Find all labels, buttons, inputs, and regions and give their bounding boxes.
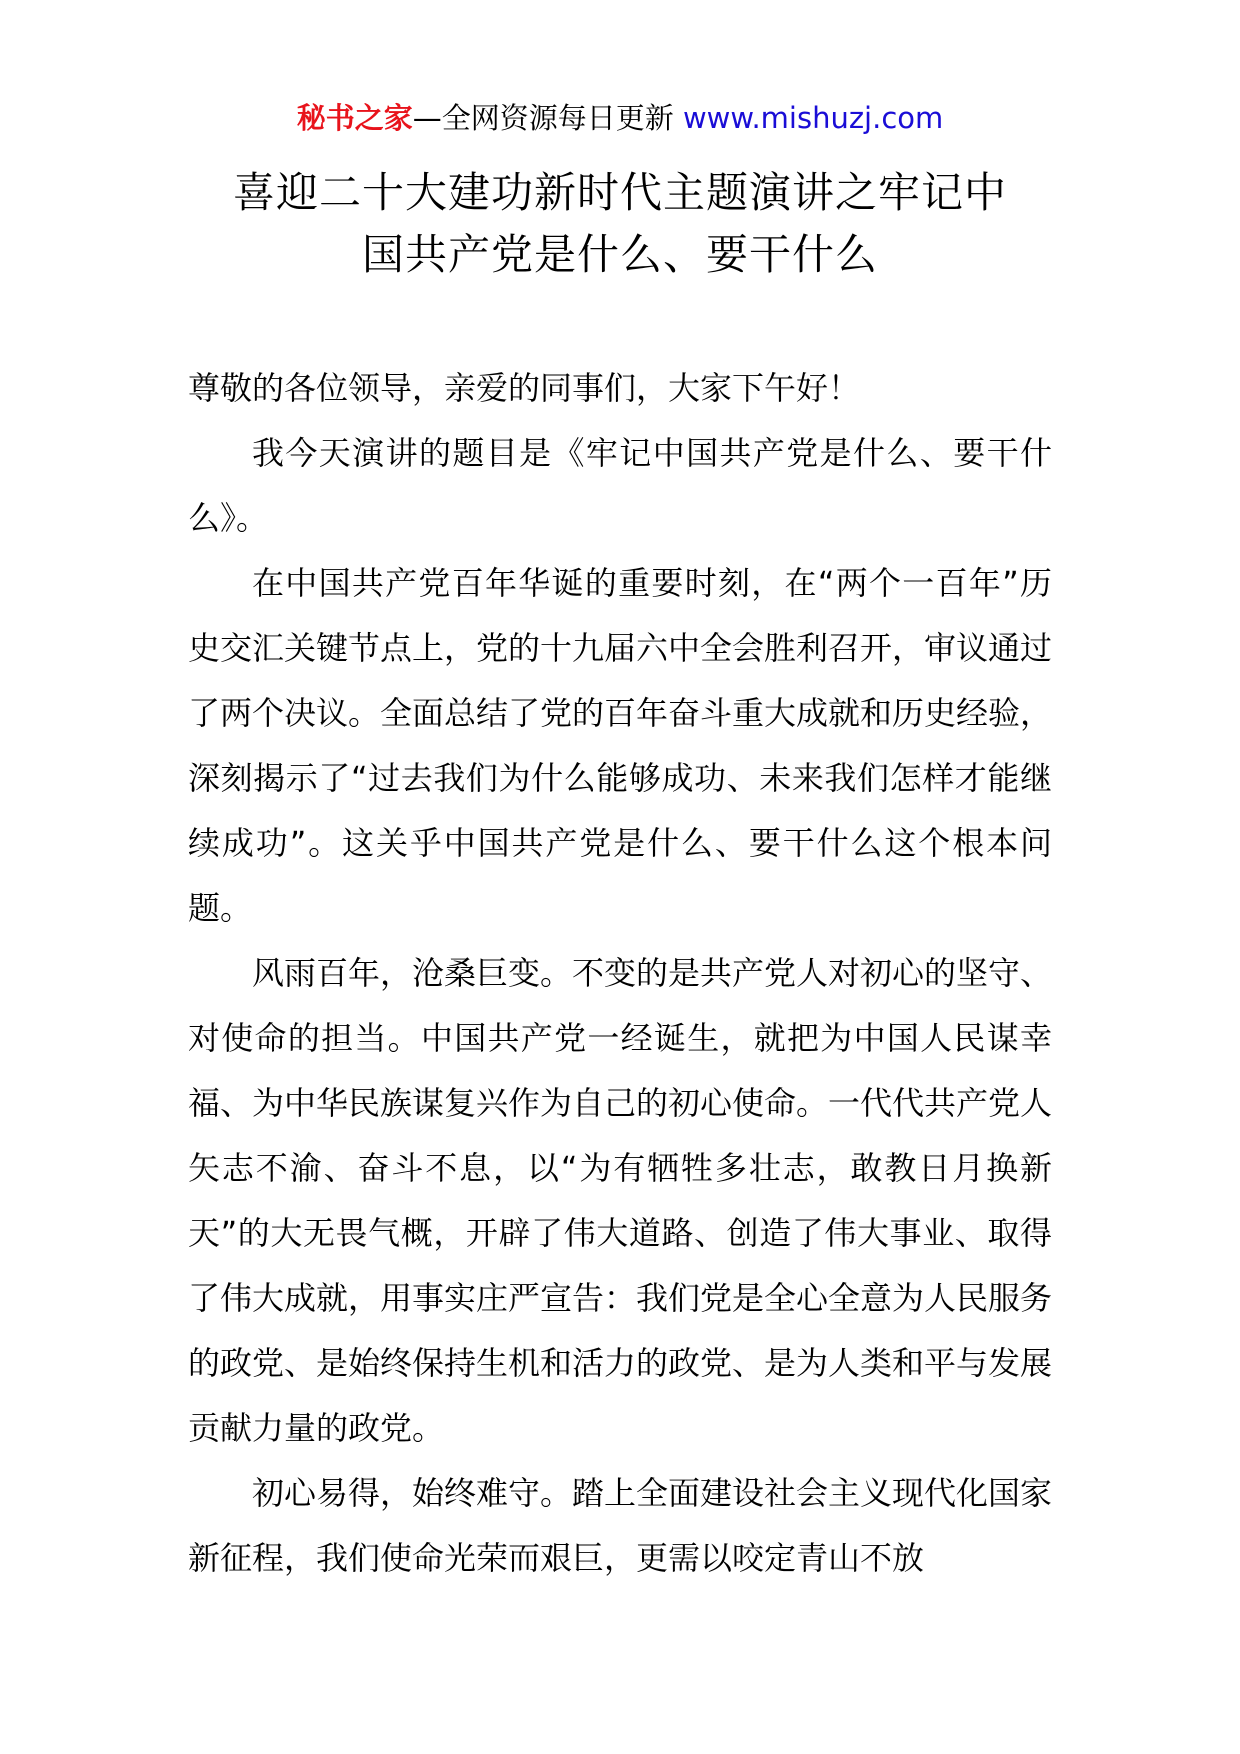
body-paragraph-1: 我今天演讲的题目是《牢记中国共产党是什么、要干什么》。 [188,434,1052,537]
body-paragraph-3: 风雨百年，沧桑巨变。不变的是共产党人对初心的坚守、对使命的担当。中国共产党一经诞生，就把为中国人民谋幸福、为中华民族谋复兴作为自己的初心使命。一代代共产党人矢志不渝、奋斗不息，以“为有牺牲多壮志，敢教日月换新天”的大无畏气概，开辟了伟大道路、创造了伟大事业、取得了伟大成就，用事实庄严宣告：我们党是全心全意为人民服务的政党、是始终保持生机和活力的政党、是为人类和平与发展贡献力量的政党。 [188,954,1053,1447]
site-url-link[interactable]: www.mishuzj.com [682,101,944,135]
body-paragraph-4: 初心易得，始终难守。踏上全面建设社会主义现代化国家新征程，我们使命光荣而艰巨，更需以咬定青山不放 [188,1474,1053,1577]
document-title-line-1: 喜迎二十大建功新时代主题演讲之牢记中 [232,168,1007,217]
site-header [0,98,1240,138]
body-paragraph-2: 在中国共产党百年华诞的重要时刻，在“两个一百年”历史交汇关键节点上，党的十九届六中全会胜利召开，审议通过了两个决议。全面总结了党的百年奋斗重大成就和历史经验，深刻揭示了“过去我们为什么能够成功、未来我们怎样才能继续成功”。这关乎中国共产党是什么、要干什么这个根本问题。 [188,564,1053,927]
document-title [188,162,1052,286]
greeting-paragraph: 尊敬的各位领导，亲爱的同事们，大家下午好！ [188,369,861,407]
site-tagline: —全网资源每日更新 [412,101,683,135]
site-brand: 秘书之家 [296,101,413,135]
document-title-line-2: 国共产党是什么、要干什么 [361,230,878,279]
document-body [188,356,1052,1591]
